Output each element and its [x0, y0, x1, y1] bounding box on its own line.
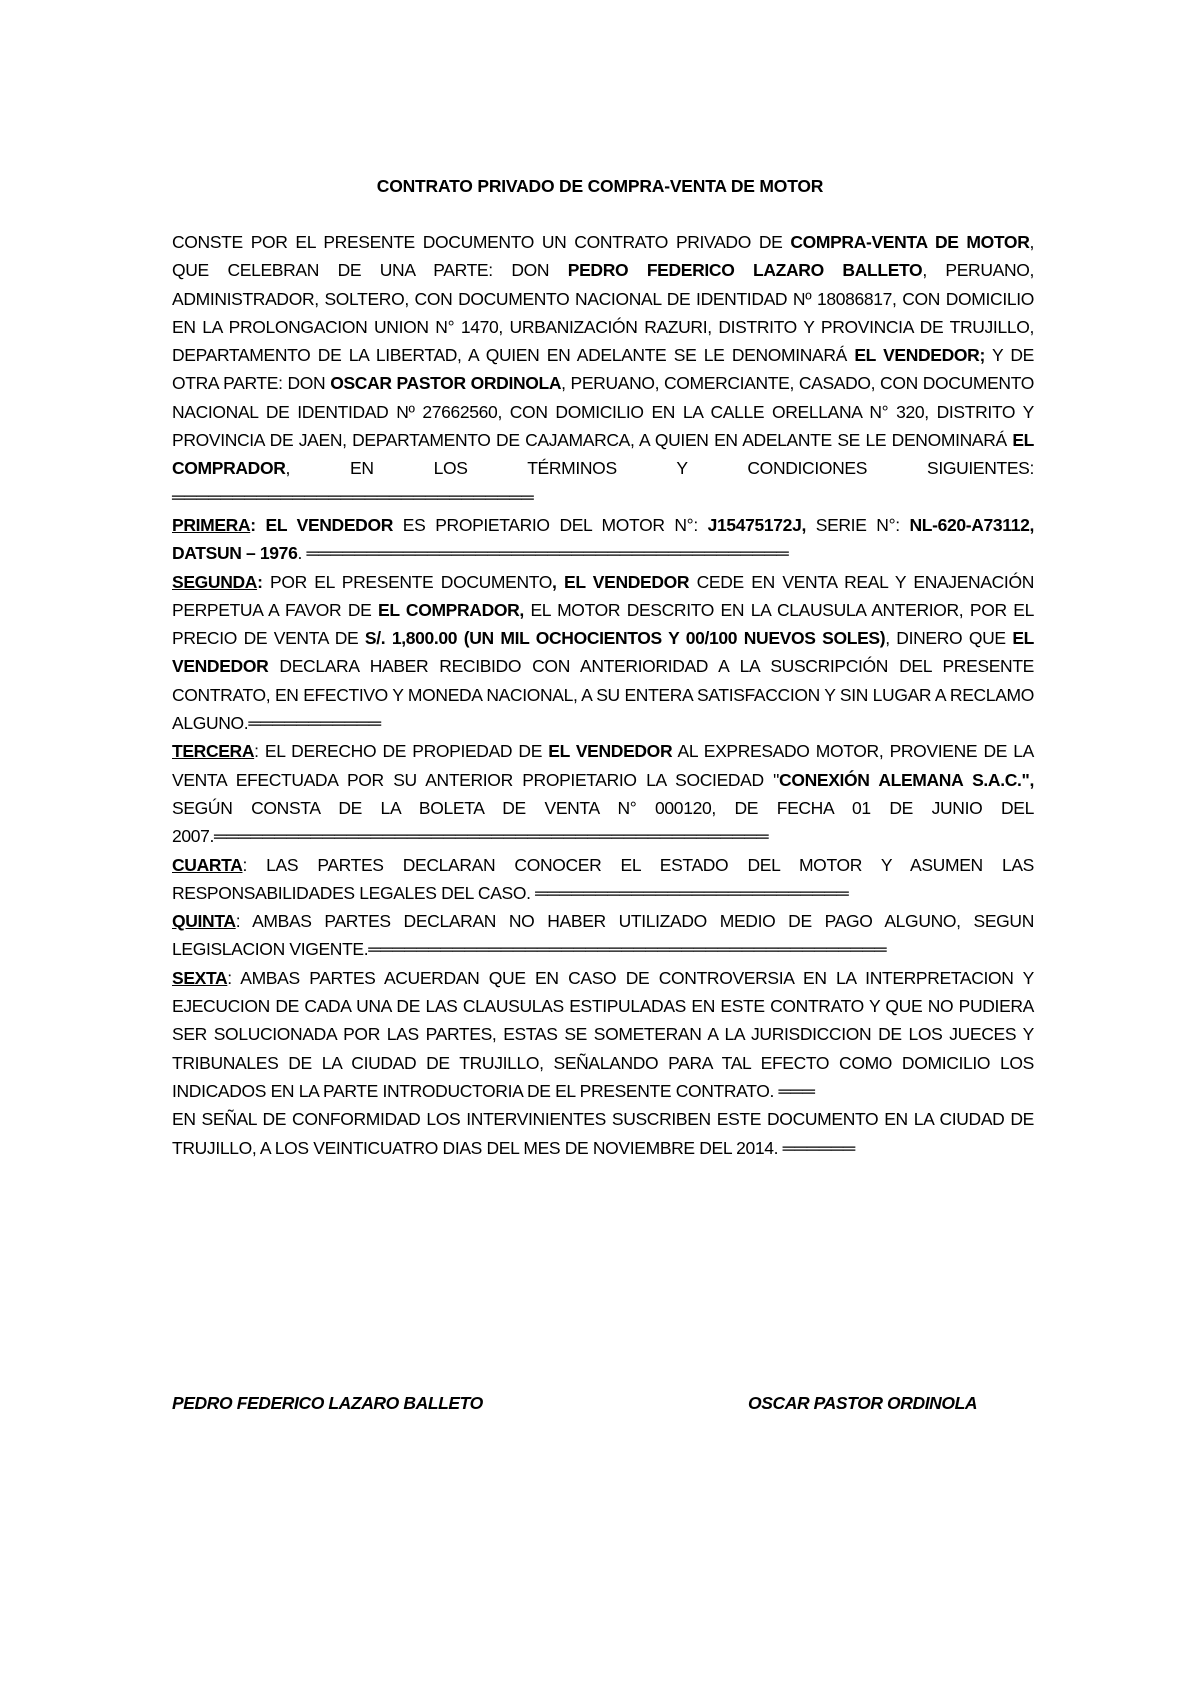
text-run: CUARTA: [172, 854, 243, 875]
text-run: COMPRA-VENTA DE MOTOR: [790, 232, 1030, 252]
text-run: NL-620-A73112, DATSUN – 1976: [172, 514, 1034, 564]
clause-tercera: [172, 737, 1034, 850]
text-run: OSCAR PASTOR ORDINOLA: [330, 373, 562, 394]
text-run: PRIMERA: [172, 514, 251, 535]
text-run: : AMBAS PARTES DECLARAN NO HABER UTILIZADO MEDIO DE PAGO ALGUNO, SEGUN LEGISLACION VIGENTE.═══════════════════════════════════════════: [172, 911, 1034, 960]
text-run: : AMBAS PARTES ACUERDAN QUE EN CASO DE CONTROVERSIA EN LA INTERPRETACION Y EJECUCION DE CADA UNA DE LAS CLAUSULAS ESTIPULADAS EN ESTE CONTRATO Y QUE NO PUDIERA SER SOLUCIONADA POR LAS PARTES, ESTAS SE SOMETERAN A LA JURISDICCION DE LOS JUECES Y TRIBUNALES DE LA CIUDAD DE TRUJILLO, SEÑALANDO PARA TAL EFECTO COMO DOMICILIO LOS INDICADOS EN LA PARTE INTRODUCTORIA DE EL PRESENTE CONTRATO. ═══: [172, 967, 1034, 1101]
text-run: SERIE N°:: [805, 514, 910, 535]
text-run: CONSTE POR EL PRESENTE DOCUMENTO UN CONTRATO PRIVADO DE: [172, 232, 791, 252]
buyer-signature-name: OSCAR PASTOR ORDINOLA: [748, 1393, 978, 1413]
clause-cuarta: [172, 851, 1034, 908]
text-run: EL VENDEDOR: [172, 628, 1034, 677]
clause-segunda: [172, 568, 1034, 738]
text-run: S/. 1,800.00 (UN MIL OCHOCIENTOS Y 00/100 NUEVOS SOLES): [364, 628, 886, 649]
closing-paragraph: [172, 1105, 1034, 1162]
text-run: , DINERO QUE: [885, 628, 1013, 649]
text-run: , PERUANO, COMERCIANTE, CASADO, CON DOCUMENTO NACIONAL DE IDENTIDAD Nº 27662560, CON DOMICILIO EN LA CALLE ORELLANA N° 320, DISTRITO Y PROVINCIA DE JAEN, DEPARTAMENTO DE CAJAMARCA, A QUIEN EN ADELANTE SE LE DENOMINARÁ: [172, 373, 1034, 451]
text-run: EL COMPRADOR: [172, 430, 1034, 479]
contract-title: CONTRATO PRIVADO DE COMPRA-VENTA DE MOTOR: [376, 176, 824, 196]
text-run: AL EXPRESADO MOTOR, PROVIENE DE LA VENTA EFECTUADA POR SU ANTERIOR PROPIETARIO LA SOCIEDAD ": [172, 741, 1034, 790]
text-run: EL MOTOR DESCRITO EN LA CLAUSULA ANTERIOR, POR EL PRECIO DE VENTA DE: [172, 599, 1034, 649]
text-run: SEGÚN CONSTA DE LA BOLETA DE VENTA N° 000120, DE FECHA 01 DE JUNIO DEL 2007.══════════════════════════════════════════════: [172, 797, 1034, 847]
text-run: SEGUNDA: [172, 571, 258, 592]
text-run: J15475172J,: [707, 514, 806, 535]
text-run: , EL VENDEDOR: [552, 571, 690, 592]
text-run: POR EL PRESENTE DOCUMENTO: [262, 571, 553, 592]
text-run: . ════════════════════════════════════════: [297, 543, 789, 564]
text-run: QUINTA: [172, 911, 236, 932]
text-run: :: [257, 571, 263, 592]
text-run: TERCERA: [172, 741, 255, 762]
text-run: CEDE EN VENTA REAL Y ENAJENACIÓN PERPETUA A FAVOR DE: [172, 571, 1034, 620]
clause-quinta: [172, 907, 1034, 964]
text-run: CONEXIÓN ALEMANA S.A.C.",: [779, 769, 1034, 790]
text-run: , QUE CELEBRAN DE UNA PARTE: DON: [172, 232, 1034, 281]
clause-sexta: [172, 964, 1034, 1105]
text-run: : EL VENDEDOR: [250, 514, 394, 535]
text-run: EL VENDEDOR: [548, 741, 673, 762]
text-run: , EN LOS TÉRMINOS Y CONDICIONES SIGUIENTES: ══════════════════════════════: [172, 458, 1034, 507]
text-run: , PERUANO, ADMINISTRADOR, SOLTERO, CON DOCUMENTO NACIONAL DE IDENTIDAD Nº 18086817, CON DOMICILIO EN LA PROLONGACION UNION N° 1470, URBANIZACIÓN RAZURI, DISTRITO Y PROVINCIA DE TRUJILLO, DEPARTAMENTO DE LA LIBERTAD, A QUIEN EN ADELANTE SE LE DENOMINARÁ: [172, 260, 1035, 366]
text-run: PEDRO FEDERICO LAZARO BALLETO: [567, 260, 923, 281]
text-run: EL VENDEDOR;: [854, 345, 985, 366]
intro-paragraph: [172, 228, 1034, 511]
clause-primera: [172, 511, 1034, 568]
text-run: ES PROPIETARIO DEL MOTOR N°:: [393, 514, 708, 535]
text-run: SEXTA: [172, 967, 228, 988]
text-run: Y DE OTRA PARTE: DON: [172, 345, 1035, 394]
text-run: : EL DERECHO DE PROPIEDAD DE: [254, 741, 549, 762]
text-run: : LAS PARTES DECLARAN CONOCER EL ESTADO DEL MOTOR Y ASUMEN LAS RESPONSABILIDADES LEGALES DEL CASO. ══════════════════════════: [172, 854, 1034, 903]
contract-body: [172, 228, 1034, 1162]
text-run: DECLARA HABER RECIBIDO CON ANTERIORIDAD A LA SUSCRIPCIÓN DEL PRESENTE CONTRATO, EN EFECTIVO Y MONEDA NACIONAL, A SU ENTERA SATISFACCION Y SIN LUGAR A RECLAMO ALGUNO.═══════════: [172, 656, 1034, 734]
text-run: EN SEÑAL DE CONFORMIDAD LOS INTERVINIENTES SUSCRIBEN ESTE DOCUMENTO EN LA CIUDAD DE TRUJILLO, A LOS VEINTICUATRO DIAS DEL MES DE NOVIEMBRE DEL 2014. ══════: [172, 1109, 1034, 1158]
seller-signature-name: PEDRO FEDERICO LAZARO BALLETO: [172, 1393, 483, 1413]
text-run: EL COMPRADOR,: [378, 599, 524, 620]
